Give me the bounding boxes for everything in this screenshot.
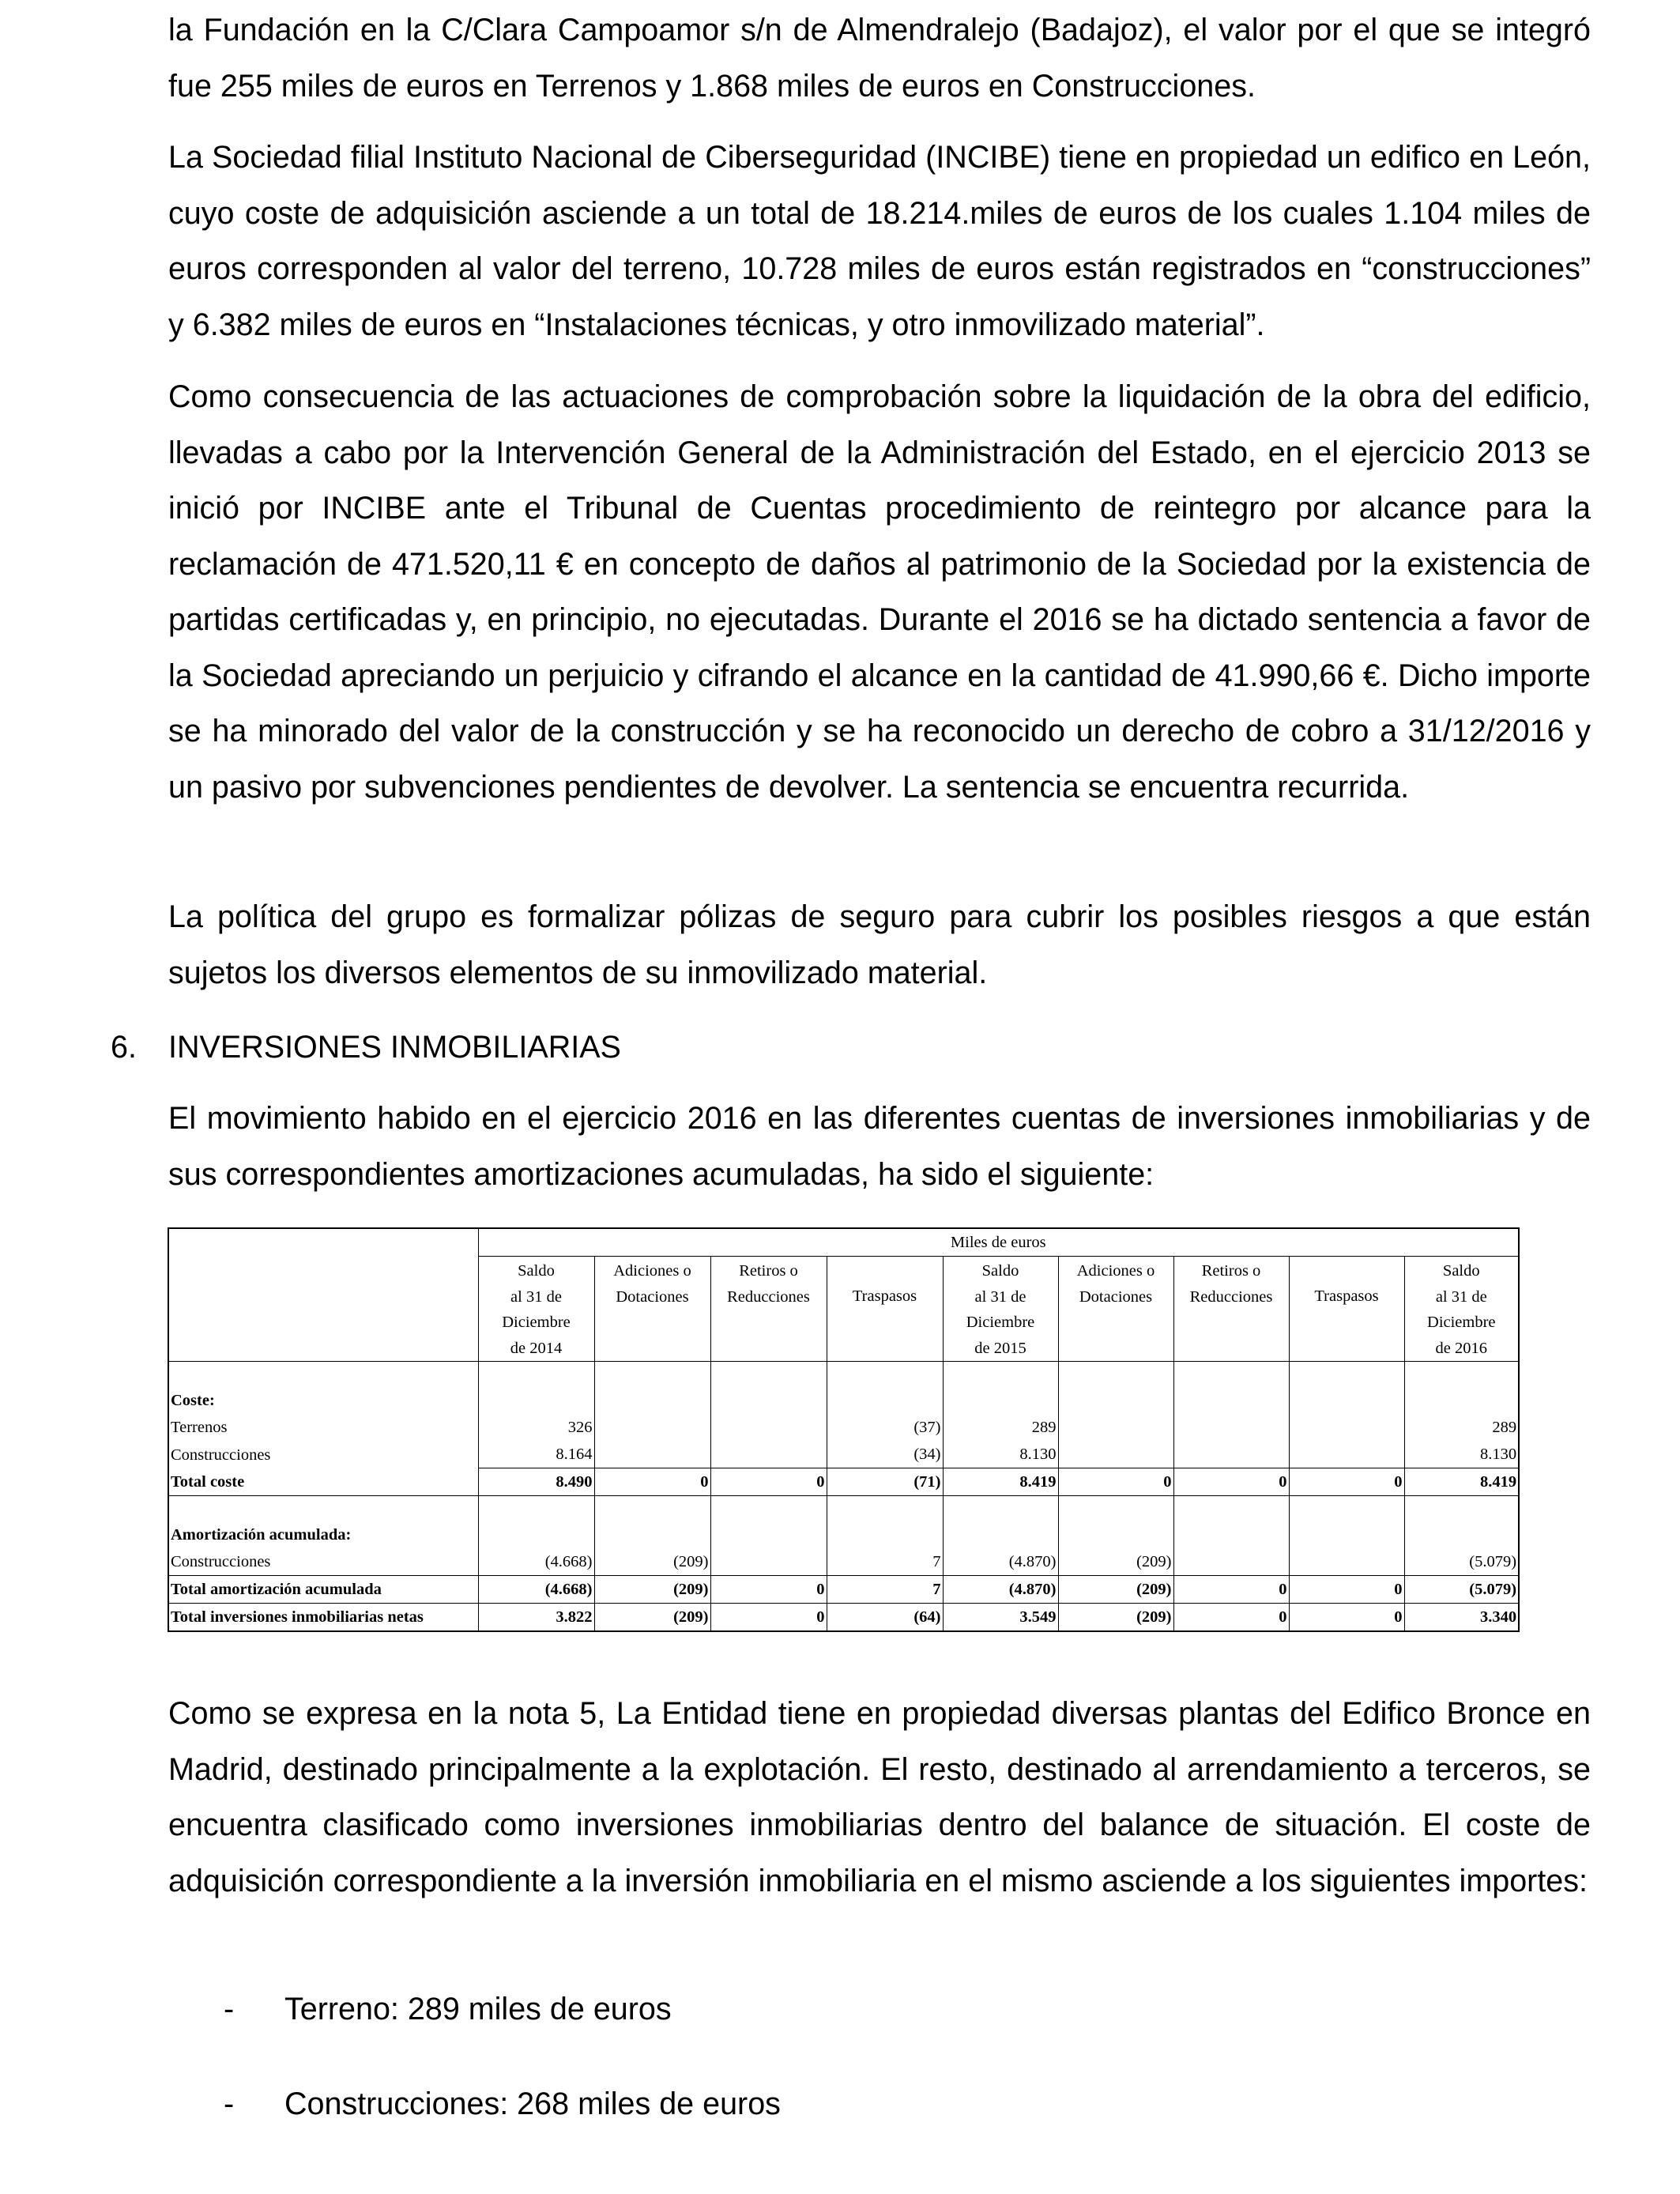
row-label: Total amortización acumulada: [168, 1576, 478, 1604]
cell: 3.549: [943, 1604, 1058, 1632]
cell: [710, 1548, 827, 1576]
amortizacion-label-row: [168, 1521, 1519, 1548]
cell: 289: [943, 1414, 1058, 1441]
table-row-total-netas: [168, 1604, 1519, 1632]
col-header-adiciones-2016: Adiciones o Dotaciones: [1058, 1257, 1173, 1362]
cell: 7: [827, 1576, 943, 1604]
cell: [1058, 1414, 1173, 1441]
cell: 289: [1404, 1414, 1519, 1441]
table-row-construcciones: [168, 1441, 1519, 1468]
section-number: 6.: [111, 1030, 137, 1065]
cell: (209): [1058, 1576, 1173, 1604]
cell: 0: [1289, 1468, 1404, 1496]
table-row-total-amortizacion: [168, 1576, 1519, 1604]
cell: (5.079): [1404, 1548, 1519, 1576]
coste-label-row: [168, 1387, 1519, 1414]
cell: [1289, 1548, 1404, 1576]
cell: (34): [827, 1441, 943, 1468]
spacer-row: [168, 1362, 1519, 1388]
paragraph-edificio-bronce: Como se expresa en la nota 5, La Entidad tiene en propiedad diversas plantas del Edifico Bronce en Madrid, destinado principalmente a la explotación. El resto, destinado al arrendamiento a terceros, se encuentra clasificado como inversiones inmobiliarias dentro del balance de situación. El coste de adquisición correspondiente a la inversión inmobiliaria en el mismo asciende a los siguientes importes:: [168, 1696, 1591, 1898]
cell: [594, 1441, 710, 1468]
cell: 0: [710, 1468, 827, 1496]
col-header-traspasos-2016: Traspasos: [1289, 1257, 1404, 1362]
bullet-construcciones: [224, 2080, 781, 2128]
section-title: INVERSIONES INMOBILIARIAS: [168, 1030, 621, 1065]
cell: [1173, 1548, 1289, 1576]
cell: 8.130: [1404, 1441, 1519, 1468]
cell: (64): [827, 1604, 943, 1632]
row-label: Construcciones: [171, 1446, 271, 1464]
cell: [1289, 1441, 1404, 1468]
paragraph-insurance-policy: La política del grupo es formalizar pólizas de seguro para cubrir los posibles riesgos a que están sujetos los diversos elementos de su inmovilizado material.: [168, 899, 1591, 990]
cell: [1289, 1414, 1404, 1441]
cell: (4.668): [478, 1548, 594, 1576]
bullet-dash: -: [224, 1992, 235, 2026]
row-label: Total inversiones inmobiliarias netas: [171, 1608, 424, 1626]
cell: 8.490: [478, 1468, 594, 1496]
amortizacion-label: Amortización acumulada:: [171, 1526, 352, 1544]
cell: 0: [594, 1468, 710, 1496]
cell: (4.870): [943, 1576, 1058, 1604]
cell: 8.130: [943, 1441, 1058, 1468]
cell: 0: [710, 1604, 827, 1632]
cell: (209): [594, 1604, 710, 1632]
cell: 8.164: [478, 1441, 594, 1468]
bullet-text: Construcciones: 268 miles de euros: [284, 2087, 781, 2121]
cell: 0: [1289, 1576, 1404, 1604]
col-header-adiciones-2015: Adiciones o Dotaciones: [594, 1257, 710, 1362]
col-header-retiros-2015: Retiros o Reducciones: [710, 1257, 827, 1362]
cell: (37): [827, 1414, 943, 1441]
col-header-retiros-2016: Retiros o Reducciones: [1173, 1257, 1289, 1362]
header-corner: [168, 1228, 478, 1257]
table-group-header: Miles de euros: [478, 1228, 1519, 1257]
row-label: Total coste: [168, 1468, 478, 1496]
paragraph-incibe-building: La Sociedad filial Instituto Nacional de Ciberseguridad (INCIBE) tiene en propiedad un edifico en León, cuyo coste de adquisición asciende a un total de 18.214.miles de euros de los cuales 1.104 miles de euros corresponden al valor del terreno, 10.728 miles de euros están registrados en “construcciones” y 6.382 miles de euros en “Instalaciones técnicas, y otro inmovilizado material”.: [168, 140, 1591, 342]
bullet-terreno: [224, 1985, 672, 2033]
cell: 8.419: [1404, 1468, 1519, 1496]
table-header-row: [168, 1257, 1519, 1362]
bullet-text: Terreno: 289 miles de euros: [284, 1992, 672, 2026]
cell: 8.419: [943, 1468, 1058, 1496]
cell: 0: [1289, 1604, 1404, 1632]
investment-property-table: [168, 1227, 1520, 1632]
cell: (71): [827, 1468, 943, 1496]
col-header-saldo-2014: Saldo al 31 de Diciembre de 2014: [478, 1257, 594, 1362]
cell: [1173, 1441, 1289, 1468]
cell: 7: [827, 1548, 943, 1576]
cell: 0: [1173, 1468, 1289, 1496]
cell: (209): [594, 1576, 710, 1604]
coste-label: Coste:: [171, 1392, 215, 1409]
section-heading: [111, 1020, 621, 1075]
cell: 0: [1173, 1604, 1289, 1632]
row-label: Construcciones: [171, 1553, 271, 1570]
paragraph-table-intro: El movimiento habido en el ejercicio 2016 en las diferentes cuentas de inversiones inmobiliarias y de sus correspondientes amortizaciones acumuladas, ha sido el siguiente:: [168, 1101, 1591, 1192]
col-header-traspasos-2015: Traspasos: [827, 1257, 943, 1362]
paragraph-tribunal-cuentas: Como consecuencia de las actuaciones de comprobación sobre la liquidación de la obra del edificio, llevadas a cabo por la Intervención General de la Administración del Estado, en el ejercicio 2013 se inició por INCIBE ante el Tribunal de Cuentas procedimiento de reintegro por alcance para la reclamación de 471.520,11 € en concepto de daños al patrimonio de la Sociedad por la existencia de partidas certificadas y, en principio, no ejecutadas. Durante el 2016 se ha dictado sentencia a favor de la Sociedad apreciando un perjuicio y cifrando el alcance en la cantidad de 41.990,66 €. Dicho importe se ha minorado del valor de la construcción y se ha reconocido un derecho de cobro a 31/12/2016 y un pasivo por subvenciones pendientes de devolver. La sentencia se encuentra recurrida.: [168, 379, 1591, 805]
table-row-total-coste: [168, 1468, 1519, 1496]
bullet-dash: -: [224, 2087, 235, 2121]
table-row-amort-construcciones: [168, 1548, 1519, 1576]
table-row-terrenos: [168, 1414, 1519, 1441]
cell: 3.340: [1404, 1604, 1519, 1632]
cell: (209): [1058, 1548, 1173, 1576]
cell: 0: [1058, 1468, 1173, 1496]
cell: (5.079): [1404, 1576, 1519, 1604]
cell: [594, 1414, 710, 1441]
cell: (209): [1058, 1604, 1173, 1632]
cell: [1173, 1414, 1289, 1441]
cell: 0: [1173, 1576, 1289, 1604]
cell: (4.668): [478, 1576, 594, 1604]
cell: (4.870): [943, 1548, 1058, 1576]
cell: (209): [594, 1548, 710, 1576]
paragraph-fundacion: la Fundación en la C/Clara Campoamor s/n de Almendralejo (Badajoz), el valor por el que se integró fue 255 miles de euros en Terrenos y 1.868 miles de euros en Construcciones.: [168, 13, 1591, 104]
cell: [1058, 1441, 1173, 1468]
cell: [710, 1441, 827, 1468]
col-header-saldo-2016: Saldo al 31 de Diciembre de 2016: [1404, 1257, 1519, 1362]
cell: 326: [478, 1414, 594, 1441]
spacer-row: [168, 1496, 1519, 1522]
col-header-saldo-2015: Saldo al 31 de Diciembre de 2015: [943, 1257, 1058, 1362]
cell: [710, 1414, 827, 1441]
header-label-cell: [168, 1257, 478, 1362]
row-label: Terrenos: [171, 1419, 228, 1436]
cell: 0: [710, 1576, 827, 1604]
cell: 3.822: [478, 1604, 594, 1632]
